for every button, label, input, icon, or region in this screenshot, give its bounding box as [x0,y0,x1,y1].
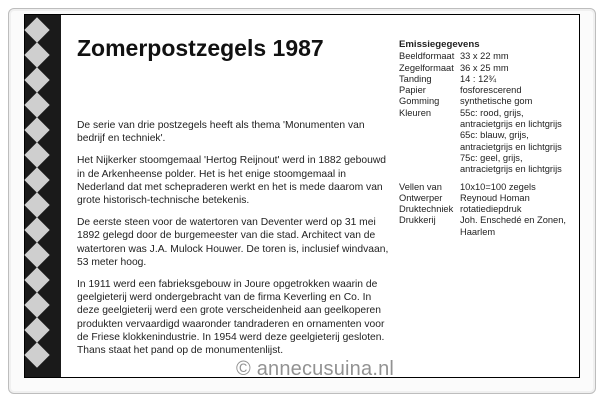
spec-row: Vellen van 10x10=100 zegels [399,181,536,192]
spec-row: Papier fosforescerend [399,85,522,96]
emission-details [399,39,575,238]
description-text [77,119,392,366]
spec-row: 65c: blauw, grijs, antracietgrijs en lichtgrijs [460,130,562,152]
spec-row: Drukkerij Joh. Enschedé en Zonen, Haarlem [399,215,566,237]
spec-row: 75c: geel, grijs, antracietgrijs en lichtgrijs [460,152,562,175]
spec-row: Beeldformaat 33 x 22 mm [399,51,509,62]
emission-heading: Emissiegegevens [399,39,480,50]
stamp-perforation-strip [25,15,61,377]
spec-row: Kleuren 55c: rood, grijs, antracietgrijs en lichtgrijs [399,107,562,130]
paragraph-stoomgemaal: Het Nijkerker stoomgemaal 'Hertog Reijnout' werd in 1882 gebouwd in de Arkenheense polder. Het is het enige stoomgemaal in Nederland dat met schepraderen werkt en het is mede daarom van grote historisch-technische betekenis. [77,155,386,207]
info-sheet [24,14,580,378]
page-title: Zomerpostzegels 1987 [77,35,324,61]
paragraph-geelgieterij: In 1911 werd een fabrieksgebouw in Joure opgetrokken waarin de geelgieterij werd ondergebracht van de firma Keverling en Co. In deze geelgieterij werd een grote verscheidenheid aan geelkoperen produkten vervaardigd waaronder tandraderen en ornamenten voor de Friese klokkenindustrie. In 1954 werd deze geelgieterij gesloten. Thans staat het pand op de monumentenlijst. [77,279,385,357]
spec-row: Ontwerper Reynoud Homan [399,192,530,203]
paragraph-watertoren: De eerste steen voor de watertoren van Deventer werd op 31 mei 1892 gelegd door de burgemeester van die stad. Architect van de watertoren was J.A. Mulock Houwer. De toren is, inclusief windvaan, 53 meter hoog. [77,217,389,268]
spec-row: Druktechniek rotatiediepdruk [399,204,522,215]
spec-row: Gomming synthetische gom [399,96,533,107]
spec-row: Zegelformaat 36 x 25 mm [399,62,509,73]
paragraph-intro: De serie van drie postzegels heeft als thema 'Monumenten van bedrijf en techniek'. [77,120,365,145]
watermark: © annecusuina.nl [236,358,395,380]
spec-row: Tanding 14 : 12¾ [399,73,497,84]
